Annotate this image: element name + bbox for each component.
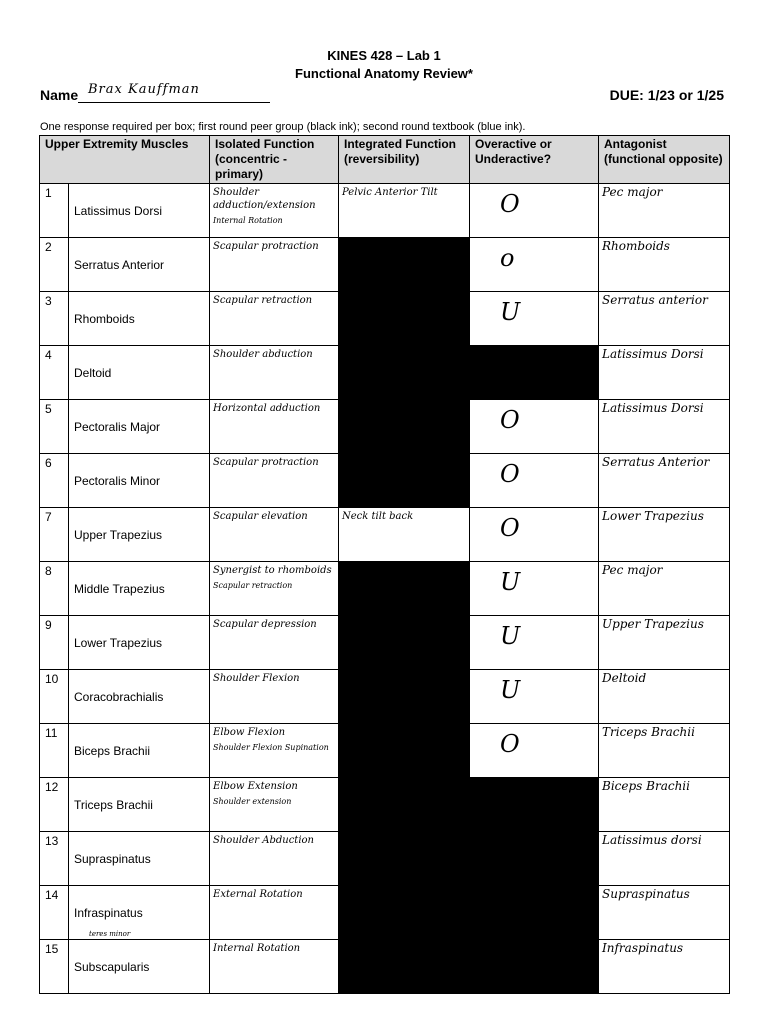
antagonist-cell[interactable] [599, 454, 730, 508]
muscle-label: Subscapularis [74, 959, 150, 974]
antagonist-cell[interactable] [599, 616, 730, 670]
isolated-function: Horizontal adduction [213, 403, 321, 414]
isolated-function-cell[interactable] [210, 184, 339, 238]
antagonist: Infraspinatus [602, 941, 684, 955]
isolated-function-cell[interactable] [210, 454, 339, 508]
header-integrated: Integrated Function (reversibility) [339, 136, 470, 184]
antagonist-cell[interactable] [599, 832, 730, 886]
antagonist-cell[interactable] [599, 184, 730, 238]
antagonist: Serratus anterior [602, 293, 708, 307]
overactive-cell[interactable] [470, 454, 599, 508]
isolated-function-cell[interactable] [210, 508, 339, 562]
antagonist: Rhomboids [602, 239, 670, 253]
header-antagonist: Antagonist (functional opposite) [599, 136, 730, 184]
redacted-cell [470, 940, 599, 994]
isolated-function-note: Shoulder Flexion Supination [213, 743, 329, 752]
muscle-name [69, 886, 210, 940]
redacted-cell [339, 778, 470, 832]
table-row [40, 238, 730, 292]
muscle-name [69, 724, 210, 778]
isolated-function: Internal Rotation [213, 943, 301, 954]
instructions: One response required per box; first round peer group (black ink); second round textbook (blue ink). [40, 121, 526, 133]
muscle-label: Pectoralis Minor [74, 473, 161, 488]
overactive-cell[interactable] [470, 238, 599, 292]
redacted-cell [470, 346, 599, 400]
overactive-cell[interactable] [470, 292, 599, 346]
redacted-cell [339, 670, 470, 724]
table-row [40, 832, 730, 886]
integrated-function-cell[interactable] [339, 184, 470, 238]
isolated-function: Elbow Flexion [213, 727, 286, 738]
antagonist: Deltoid [602, 671, 647, 685]
row-number: 10 [40, 670, 69, 724]
muscle-label: Middle Trapezius [74, 581, 165, 596]
table-row [40, 940, 730, 994]
redacted-cell [339, 724, 470, 778]
antagonist-cell[interactable] [599, 778, 730, 832]
antagonist-cell[interactable] [599, 940, 730, 994]
antagonist-cell[interactable] [599, 508, 730, 562]
redacted-cell [339, 346, 470, 400]
isolated-function-cell[interactable] [210, 670, 339, 724]
row-number: 1 [40, 184, 69, 238]
isolated-function: Scapular depression [213, 619, 317, 630]
antagonist-cell[interactable] [599, 562, 730, 616]
table-row [40, 508, 730, 562]
name-handwriting: Brax Kauffman [88, 82, 200, 97]
isolated-function-cell[interactable] [210, 616, 339, 670]
overactive-cell[interactable] [470, 616, 599, 670]
isolated-function: Shoulder adduction/extension [213, 187, 316, 211]
overactive-mark: U [500, 298, 521, 326]
isolated-function-cell[interactable] [210, 832, 339, 886]
row-number: 15 [40, 940, 69, 994]
redacted-cell [470, 832, 599, 886]
muscle-table [39, 135, 730, 994]
table-row [40, 346, 730, 400]
muscle-name [69, 508, 210, 562]
isolated-function-note: Scapular retraction [213, 581, 293, 590]
muscle-label: Supraspinatus [74, 851, 151, 866]
row-number: 6 [40, 454, 69, 508]
redacted-cell [339, 562, 470, 616]
redacted-cell [339, 292, 470, 346]
row-number: 8 [40, 562, 69, 616]
isolated-function: Scapular protraction [213, 241, 319, 252]
redacted-cell [339, 886, 470, 940]
isolated-function-note: Shoulder extension [213, 797, 292, 806]
muscle-label: Coracobrachialis [74, 689, 164, 704]
redacted-cell [339, 400, 470, 454]
muscle-label: Triceps Brachii [74, 797, 153, 812]
table-row [40, 454, 730, 508]
redacted-cell [470, 886, 599, 940]
header-overactive: Overactive or Underactive? [470, 136, 599, 184]
antagonist-cell[interactable] [599, 886, 730, 940]
overactive-mark: O [500, 190, 520, 218]
table-row [40, 778, 730, 832]
antagonist-cell[interactable] [599, 724, 730, 778]
muscle-name [69, 238, 210, 292]
overactive-mark: O [500, 730, 520, 758]
table-row [40, 724, 730, 778]
redacted-cell [339, 616, 470, 670]
header-isolated: Isolated Function (concentric - primary) [210, 136, 339, 184]
isolated-function-cell[interactable] [210, 238, 339, 292]
row-number: 5 [40, 400, 69, 454]
muscle-label: Pectoralis Major [74, 419, 161, 434]
table-row [40, 562, 730, 616]
row-number: 12 [40, 778, 69, 832]
table-row [40, 616, 730, 670]
muscle-name [69, 346, 210, 400]
antagonist-cell[interactable] [599, 670, 730, 724]
due-date: DUE: 1/23 or 1/25 [609, 87, 724, 103]
muscle-label: Serratus Anterior [74, 257, 165, 272]
isolated-function: Shoulder Abduction [213, 835, 314, 846]
document-title: KINES 428 – Lab 1 [327, 48, 441, 63]
muscle-label: Upper Trapezius [74, 527, 163, 542]
muscle-name [69, 454, 210, 508]
overactive-cell[interactable] [470, 670, 599, 724]
isolated-function: Synergist to rhomboids [213, 565, 332, 576]
row-number: 14 [40, 886, 69, 940]
table-row [40, 184, 730, 238]
antagonist: Supraspinatus [602, 887, 690, 901]
muscle-name [69, 184, 210, 238]
isolated-function: Scapular elevation [213, 511, 308, 522]
muscle-label: Latissimus Dorsi [74, 203, 163, 218]
header-muscles: Upper Extremity Muscles [40, 136, 210, 184]
isolated-function-cell[interactable] [210, 940, 339, 994]
antagonist: Lower Trapezius [602, 509, 704, 523]
overactive-cell[interactable] [470, 724, 599, 778]
antagonist-cell[interactable] [599, 400, 730, 454]
antagonist: Latissimus Dorsi [602, 401, 704, 415]
antagonist-cell[interactable] [599, 238, 730, 292]
table-row [40, 400, 730, 454]
row-number: 7 [40, 508, 69, 562]
isolated-function: Shoulder Flexion [213, 673, 300, 684]
table-row [40, 292, 730, 346]
antagonist: Latissimus Dorsi [602, 347, 704, 361]
table-row [40, 670, 730, 724]
muscle-label: Infraspinatus [74, 905, 143, 920]
row-number: 4 [40, 346, 69, 400]
row-number: 2 [40, 238, 69, 292]
name-field[interactable] [78, 84, 270, 103]
muscle-name [69, 616, 210, 670]
isolated-function-note: Internal Rotation [213, 216, 283, 225]
overactive-mark: O [500, 514, 520, 542]
muscle-note: teres minor [89, 930, 131, 938]
isolated-function-cell[interactable] [210, 724, 339, 778]
integrated-function-cell[interactable] [339, 508, 470, 562]
muscle-name [69, 670, 210, 724]
isolated-function-cell[interactable] [210, 292, 339, 346]
isolated-function-cell[interactable] [210, 886, 339, 940]
isolated-function: Scapular protraction [213, 457, 319, 468]
isolated-function: Scapular retraction [213, 295, 313, 306]
muscle-label: Deltoid [74, 365, 112, 380]
overactive-cell[interactable] [470, 400, 599, 454]
overactive-mark: O [500, 460, 520, 488]
row-number: 13 [40, 832, 69, 886]
redacted-cell [339, 454, 470, 508]
isolated-function-cell[interactable] [210, 562, 339, 616]
antagonist: Latissimus dorsi [602, 833, 702, 847]
integrated-function: Pelvic Anterior Tilt [342, 187, 438, 198]
antagonist: Triceps Brachii [602, 725, 695, 739]
redacted-cell [339, 238, 470, 292]
overactive-mark: O [500, 406, 520, 434]
antagonist-cell[interactable] [599, 346, 730, 400]
redacted-cell [470, 778, 599, 832]
overactive-cell[interactable] [470, 508, 599, 562]
isolated-function: External Rotation [213, 889, 303, 900]
redacted-cell [339, 832, 470, 886]
isolated-function-cell[interactable] [210, 778, 339, 832]
row-number: 11 [40, 724, 69, 778]
muscle-label: Rhomboids [74, 311, 135, 326]
muscle-name [69, 940, 210, 994]
antagonist: Biceps Brachii [602, 779, 690, 793]
antagonist-cell[interactable] [599, 292, 730, 346]
overactive-mark: o [500, 244, 515, 272]
row-number: 3 [40, 292, 69, 346]
row-number: 9 [40, 616, 69, 670]
muscle-label: Lower Trapezius [74, 635, 163, 650]
muscle-name [69, 778, 210, 832]
overactive-mark: U [500, 622, 521, 650]
table-row [40, 886, 730, 940]
muscle-name [69, 562, 210, 616]
muscle-label: Biceps Brachii [74, 743, 151, 758]
isolated-function: Elbow Extension [213, 781, 298, 792]
antagonist: Upper Trapezius [602, 617, 704, 631]
isolated-function-cell[interactable] [210, 346, 339, 400]
antagonist: Serratus Anterior [602, 455, 710, 469]
isolated-function: Shoulder abduction [213, 349, 313, 360]
overactive-mark: U [500, 568, 521, 596]
document-subtitle: Functional Anatomy Review* [295, 66, 473, 81]
overactive-cell[interactable] [470, 562, 599, 616]
muscle-name [69, 292, 210, 346]
antagonist: Pec major [602, 185, 663, 199]
overactive-cell[interactable] [470, 184, 599, 238]
name-label: Name [40, 87, 79, 103]
overactive-mark: U [500, 676, 521, 704]
muscle-name [69, 832, 210, 886]
redacted-cell [339, 940, 470, 994]
isolated-function-cell[interactable] [210, 400, 339, 454]
muscle-name [69, 400, 210, 454]
integrated-function: Neck tilt back [342, 511, 414, 522]
antagonist: Pec major [602, 563, 663, 577]
